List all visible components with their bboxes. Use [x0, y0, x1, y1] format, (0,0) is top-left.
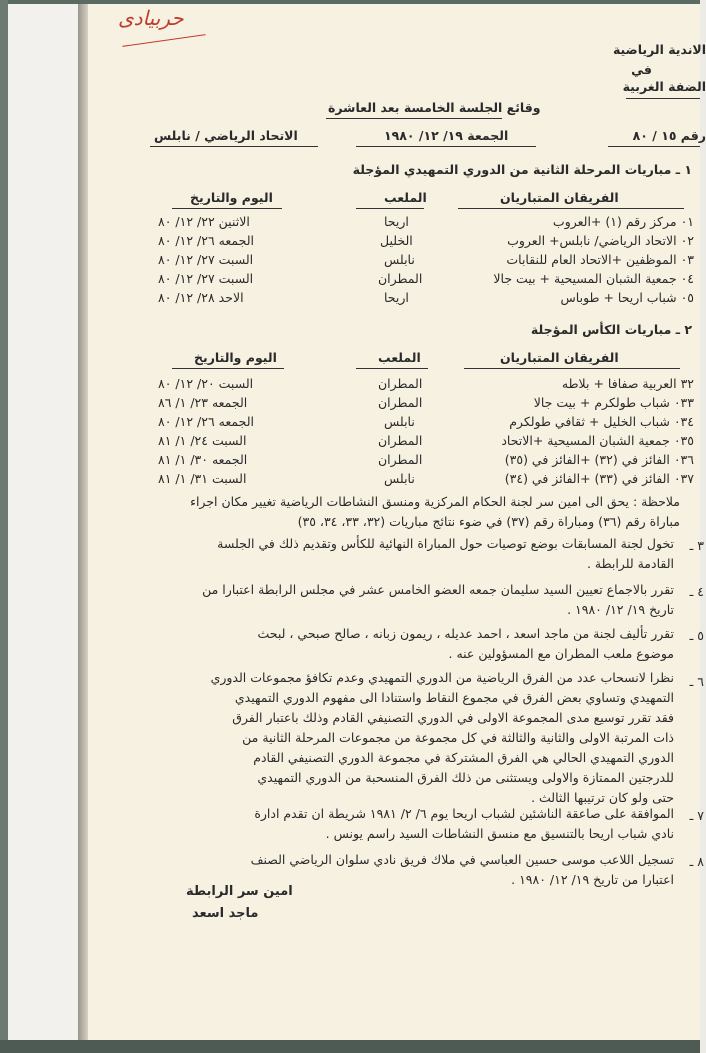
table-cell-venue: المطران — [378, 271, 423, 286]
section1-heading: ١ ـ مباريات المرحلة الثانية من الدوري التمهيدي المؤجلة — [352, 162, 692, 177]
section1-col-underline — [458, 208, 684, 209]
section1-col-teams: الفريقان المتباريان — [500, 190, 619, 205]
signature-title: امين سر الرابطة — [186, 884, 293, 899]
page-title: وقائع الجلسة الخامسة بعد العاشرة — [328, 100, 541, 115]
table-cell-teams: ٠٣٣ شباب طولكرم + بيت جالا — [533, 395, 694, 410]
table-cell-teams: ٠٣٦ الفائز في (٣٢) +الفائز في (٣٥) — [504, 452, 694, 467]
table-cell-date: السبت ٢٧/ ١٢/ ٨٠ — [158, 271, 254, 286]
item-line: الدوري التمهيدي الحالي هي الفرق المشتركة في مجموعة الدوري التصنيفي القادم — [253, 750, 674, 765]
table-cell-teams: ٠٣٥ جمعية الشبان المسيحية +الاتحاد — [501, 433, 694, 448]
table-cell-venue: نابلس — [384, 414, 415, 429]
item-number: ٥ ـ — [689, 628, 704, 643]
section2-col-underline — [464, 368, 680, 369]
note-line: مباراة رقم (٣٦) ومباراة رقم (٣٧) في ضوء نتائج مباريات (٣٢، ٣٣، ٣٤، ٣٥) — [297, 514, 680, 529]
note-block — [100, 492, 680, 532]
item-line: تقرر تأليف لجنة من ماجد اسعد ، احمد عديله ، ريمون زبانه ، صالح صبحي ، لبحث — [257, 626, 674, 641]
section1-col-venue: الملعب — [384, 190, 427, 205]
section2-col-date: اليوم والتاريخ — [194, 350, 277, 365]
item-number: ٧ ـ — [689, 808, 704, 823]
table-cell-teams: ٠٢ الاتحاد الرياضي/ نابلس+ العروب — [507, 233, 694, 248]
handwritten-note: حربیادی — [118, 6, 184, 30]
item-line: حتى ولو كان ترتيبها الثالث . — [531, 790, 674, 805]
table-cell-venue: اريحا — [384, 214, 409, 229]
table-cell-date: الجمعه ٢٦/ ١٢/ ٨٠ — [158, 233, 254, 248]
table-cell-teams: ٠٣ الموظفين +الاتحاد العام للنقابات — [506, 252, 694, 267]
item-7 — [114, 804, 674, 844]
ref-underline — [608, 146, 700, 147]
item-3 — [114, 534, 674, 574]
table-cell-teams: ٠٣٤ شباب الخليل + ثقافي طولكرم — [509, 414, 694, 429]
table-cell-venue: المطران — [378, 376, 423, 391]
item-line: نادي شباب اريحا بالتنسيق مع منسق النشاطات السيد راسم يونس . — [325, 826, 674, 841]
table-cell-teams: ٠٥ شباب اريحا + طوباس — [560, 290, 694, 305]
table-cell-venue: المطران — [378, 395, 423, 410]
item-line: ذات المرتبة الاولى والثانية والثالثة في كل مجموعة من مجموعات المرحلة الثانية من — [242, 730, 674, 745]
meeting-date: الجمعة ١٩/ ١٢/ ١٩٨٠ — [384, 128, 509, 143]
item-6 — [114, 668, 674, 808]
table-cell-venue: المطران — [378, 433, 423, 448]
item-line: موضوع ملعب المطران مع المسؤولين عنه . — [448, 646, 674, 661]
table-cell-venue: المطران — [378, 452, 423, 467]
table-cell-teams: ٠١ مركز رقم (١) +العروب — [552, 214, 694, 229]
section2-col-underline — [172, 368, 284, 369]
table-cell-date: السبت ٢٠/ ١٢/ ٨٠ — [158, 376, 254, 391]
table-cell-teams: ٠٣٧ الفائز في (٣٣) +الفائز في (٣٤) — [504, 471, 694, 486]
table-cell-date: الجمعه ٢٣/ ١/ ٨٦ — [158, 395, 248, 410]
section2-col-teams: الفريقان المتباريان — [500, 350, 619, 365]
item-line: القادمة للرابطة . — [586, 556, 674, 571]
book-binding — [78, 4, 88, 1040]
section1-col-date: اليوم والتاريخ — [190, 190, 273, 205]
table-cell-date: الجمعه ٢٦/ ١٢/ ٨٠ — [158, 414, 254, 429]
item-5 — [114, 624, 674, 664]
section1-col-underline — [172, 208, 282, 209]
document-page — [88, 4, 706, 1040]
date-underline — [356, 146, 536, 147]
table-cell-venue: نابلس — [384, 252, 415, 267]
place-underline — [150, 146, 318, 147]
item-number: ٦ ـ — [689, 674, 704, 689]
note-line: ملاحظة : يحق الى امين سر لجنة الحكام المركزية ومنسق النشاطات الرياضية تغيير مكان اجراء — [190, 494, 680, 509]
item-number: ٣ ـ — [689, 538, 704, 553]
item-line: الموافقة على صاعقة الناشئين لشباب اريحا يوم ٦/ ٢/ ١٩٨١ شريطة ان تقدم ادارة — [254, 806, 674, 821]
table-cell-date: الجمعه ٣٠/ ١/ ٨١ — [158, 452, 248, 467]
signature-name: ماجد اسعد — [192, 906, 259, 921]
meeting-place: الاتحاد الرياضي / نابلس — [154, 128, 298, 143]
meeting-ref: رقم ١٥ / ٨٠ — [632, 128, 706, 143]
item-line: للدرجتين الممتازة والاولى ويستثنى من ذلك الفرق المنسحبة من الدوري التمهيدي — [257, 770, 674, 785]
facing-page — [8, 4, 80, 1040]
table-cell-venue: نابلس — [384, 471, 415, 486]
scan-frame-left — [0, 0, 8, 1053]
table-cell-teams: ٣٢ العربية صفافا + بلاطه — [561, 376, 694, 391]
section1-col-underline — [356, 208, 424, 209]
section2-col-underline — [356, 368, 428, 369]
org-underline — [626, 98, 700, 99]
org-line-2: في — [631, 62, 652, 77]
item-4 — [114, 580, 674, 620]
table-cell-date: السبت ٣١/ ١/ ٨١ — [158, 471, 247, 486]
org-line-1: الاندية الرياضية — [612, 42, 706, 57]
table-cell-date: السبت ٢٤/ ١/ ٨١ — [158, 433, 247, 448]
item-line: نظرا لانسحاب عدد من الفرق الرياضية من الدوري التمهيدي وعدم تكافؤ مجموعات الدوري — [210, 670, 674, 685]
item-line: التمهيدي وتساوي بعض الفرق في مجموع النقاط واستنادا الى مفهوم الدوري التمهيدي — [234, 690, 674, 705]
item-line: اعتبارا من تاريخ ١٩/ ١٢/ ١٩٨٠ . — [511, 872, 674, 887]
org-line-3: الضفة الغربية — [622, 79, 706, 94]
table-cell-venue: اريحا — [384, 290, 409, 305]
item-line: تخول لجنة المسابقات بوضع توصيات حول المباراة النهائية للكأس وتقديم ذلك في الجلسة — [217, 536, 674, 551]
title-underline — [326, 118, 502, 119]
scan-frame-bottom — [0, 1040, 700, 1053]
item-line: تقرر بالاجماع تعيين السيد سليمان جمعه العضو الخامس عشر في مجلس الرابطة اعتبارا من — [202, 582, 674, 597]
table-cell-date: السبت ٢٧/ ١٢/ ٨٠ — [158, 252, 254, 267]
section2-col-venue: الملعب — [378, 350, 421, 365]
item-number: ٤ ـ — [689, 584, 704, 599]
item-line: تاريخ ١٩/ ١٢/ ١٩٨٠ . — [567, 602, 674, 617]
table-cell-venue: الخليل — [380, 233, 413, 248]
table-cell-date: الاحد ٢٨/ ١٢/ ٨٠ — [158, 290, 244, 305]
table-cell-teams: ٠٤ جمعية الشبان المسيحية + بيت جالا — [493, 271, 694, 286]
item-line: تسجيل اللاعب موسى حسين العباسي في ملاك فريق نادي سلوان الرياضي الصنف — [250, 852, 674, 867]
item-number: ٨ ـ — [689, 854, 704, 869]
item-line: فقد تقرر توسيع مدى المجموعة الاولى في الدوري التصنيفي القادم وذلك باعتبار الفرق — [232, 710, 674, 725]
handwritten-underline — [122, 34, 205, 47]
section2-heading: ٢ ـ مباريات الكأس المؤجلة — [530, 322, 692, 337]
table-cell-date: الاثنين ٢٢/ ١٢/ ٨٠ — [158, 214, 250, 229]
